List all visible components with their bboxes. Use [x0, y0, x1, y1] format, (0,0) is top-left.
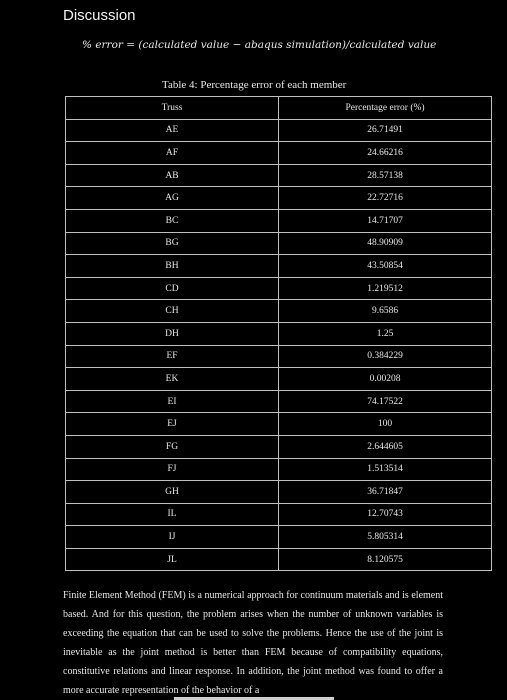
- error-cell: 1.513514: [279, 458, 492, 481]
- error-cell: 2.644605: [279, 435, 492, 458]
- table-row: [66, 187, 492, 210]
- table-row: [66, 232, 492, 255]
- truss-cell: FG: [66, 435, 279, 458]
- discussion-heading: Discussion: [63, 7, 136, 24]
- table-row: [66, 526, 492, 549]
- table-row: [66, 548, 492, 571]
- truss-cell: EK: [66, 368, 279, 391]
- table-row: [66, 209, 492, 232]
- table-row: [66, 481, 492, 504]
- truss-cell: BH: [66, 255, 279, 278]
- table-row: [66, 119, 492, 142]
- error-cell: 5.805314: [279, 526, 492, 549]
- truss-cell: CH: [66, 300, 279, 323]
- error-cell: 100: [279, 413, 492, 436]
- error-cell: 1.25: [279, 322, 492, 345]
- truss-cell: AG: [66, 187, 279, 210]
- table-row: [66, 345, 492, 368]
- error-cell: 1.219512: [279, 277, 492, 300]
- error-cell: 22.72716: [279, 187, 492, 210]
- column-header-truss: Truss: [66, 97, 279, 120]
- column-header-percentage-error: Percentage error (%): [279, 97, 492, 120]
- table-row: [66, 503, 492, 526]
- discussion-paragraph: Finite Element Method (FEM) is a numerical approach for continuum materials and is element based. And for this question, the problem arises when the number of unknown variables is exceeding the equation that can be used to solve the problems. Hence the use of the joint is inevitable as the joint method is better than FEM because of compatibility equations, constitutive relations and linear response. In addition, the joint method was found to offer a more accurate representation of the behavior of a: [63, 590, 443, 696]
- error-cell: 24.66216: [279, 142, 492, 165]
- table-row: [66, 300, 492, 323]
- truss-cell: BG: [66, 232, 279, 255]
- error-cell: 0.384229: [279, 345, 492, 368]
- error-cell: 14.71707: [279, 209, 492, 232]
- error-cell: 48.90909: [279, 232, 492, 255]
- table-row: [66, 322, 492, 345]
- table-row: [66, 390, 492, 413]
- error-cell: 0.00208: [279, 368, 492, 391]
- error-cell: 28.57138: [279, 164, 492, 187]
- error-cell: 36.71847: [279, 481, 492, 504]
- truss-cell: IL: [66, 503, 279, 526]
- table-row: [66, 277, 492, 300]
- truss-cell: DH: [66, 322, 279, 345]
- table-row: [66, 164, 492, 187]
- truss-cell: JL: [66, 548, 279, 571]
- table-row: [66, 413, 492, 436]
- truss-cell: IJ: [66, 526, 279, 549]
- percentage-error-table: [65, 96, 492, 571]
- error-cell: 8.120575: [279, 548, 492, 571]
- table-row: [66, 368, 492, 391]
- table-row: [66, 435, 492, 458]
- error-cell: 12.70743: [279, 503, 492, 526]
- error-cell: 26.71491: [279, 119, 492, 142]
- error-cell: 9.6586: [279, 300, 492, 323]
- truss-cell: EI: [66, 390, 279, 413]
- error-cell: 43.50854: [279, 255, 492, 278]
- truss-cell: EJ: [66, 413, 279, 436]
- truss-cell: FJ: [66, 458, 279, 481]
- table-row: [66, 458, 492, 481]
- truss-cell: AE: [66, 119, 279, 142]
- truss-cell: EF: [66, 345, 279, 368]
- error-cell: 74.17522: [279, 390, 492, 413]
- table-header-row: [66, 97, 492, 120]
- table-caption: Table 4: Percentage error of each member: [162, 79, 347, 91]
- truss-cell: AB: [66, 164, 279, 187]
- table-row: [66, 255, 492, 278]
- truss-cell: CD: [66, 277, 279, 300]
- truss-cell: AF: [66, 142, 279, 165]
- percent-error-formula: % error = (calculated value − abaqus simulation)/calculated value: [82, 39, 437, 51]
- table-row: [66, 142, 492, 165]
- truss-cell: BC: [66, 209, 279, 232]
- truss-cell: GH: [66, 481, 279, 504]
